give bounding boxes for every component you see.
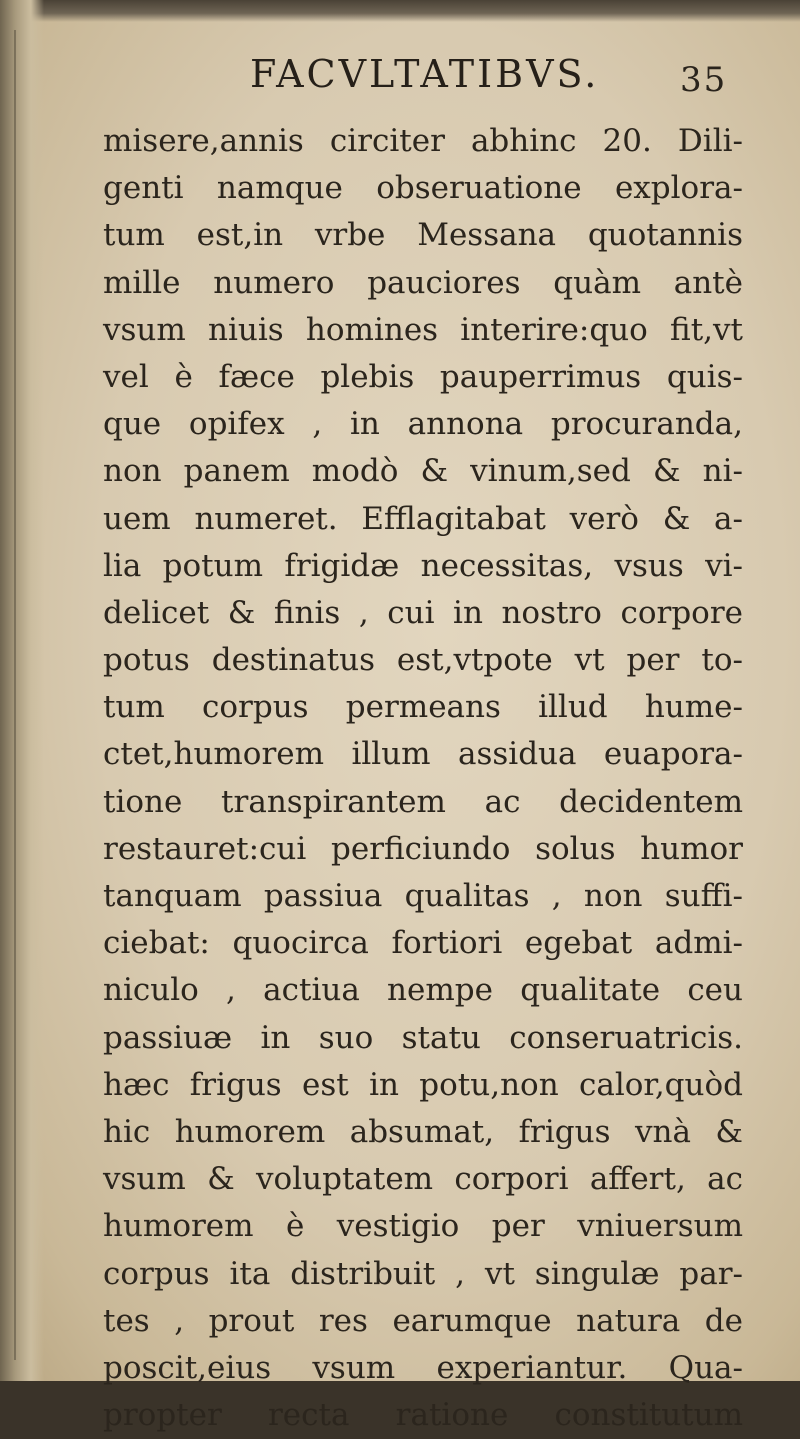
text-line: restauret:cui perficiundo solus humor <box>103 830 743 867</box>
text-line: humorem è vestigio per vniuersum <box>103 1208 743 1245</box>
text-line: lia potum frigidæ necessitas, vsus vi- <box>103 547 743 584</box>
text-line: que opifex , in annona procuranda, <box>103 406 743 443</box>
text-line: misere,annis circiter abhinc 20. Dili- <box>103 123 743 159</box>
text-line: vsum & voluptatem corpori affert, ac <box>103 1161 743 1198</box>
page-top-edge <box>0 0 800 22</box>
text-line: vel è fæce plebis pauperrimus quis- <box>103 358 743 395</box>
text-line: uem numeret. Efflagitabat verò & a- <box>103 500 743 537</box>
text-line: ctet,humorem illum assidua euapora- <box>103 736 743 773</box>
text-line: tanquam passiua qualitas , non suffi- <box>103 878 743 914</box>
text-line: passiuæ in suo statu conseruatricis. <box>103 1019 743 1056</box>
text-line: mille numero pauciores quàm antè <box>103 264 743 301</box>
text-line: tum est,in vrbe Messana quotannis <box>103 217 743 254</box>
text-line: poscit,eius vsum experiantur. Qua- <box>103 1349 743 1386</box>
page-header <box>0 52 800 112</box>
text-line: non panem modò & vinum,sed & ni- <box>103 453 743 490</box>
text-line: ciebat: quocirca fortiori egebat admi- <box>103 925 743 962</box>
text-line: propter recta ratione constitutum <box>103 1397 743 1434</box>
text-line: corpus ita distribuit , vt singulæ par- <box>103 1255 743 1292</box>
text-line: tum corpus permeans illud hume- <box>103 689 743 726</box>
text-line: potus destinatus est,vtpote vt per to- <box>103 642 743 679</box>
text-line: delicet & finis , cui in nostro corpore <box>103 594 743 631</box>
binding-fold-line <box>14 30 16 1360</box>
text-line: tione transpirantem ac decidentem <box>103 783 743 820</box>
text-line: genti namque obseruatione explora- <box>103 170 743 207</box>
text-line: niculo , actiua nempe qualitate ceu <box>103 972 743 1009</box>
book-binding-gutter <box>0 0 44 1381</box>
text-line: vsum niuis homines interire:quo fit,vt <box>103 311 743 348</box>
running-title: FACVLTATIBVS. <box>250 52 600 96</box>
text-line: tes , prout res earumque natura de <box>103 1302 743 1339</box>
text-line: hæc frigus est in potu,non calor,quòd <box>103 1066 743 1103</box>
body-text <box>103 118 743 1434</box>
text-line: hic humorem absumat, frigus vnà & <box>103 1113 743 1150</box>
page-number: 35 <box>680 60 728 100</box>
